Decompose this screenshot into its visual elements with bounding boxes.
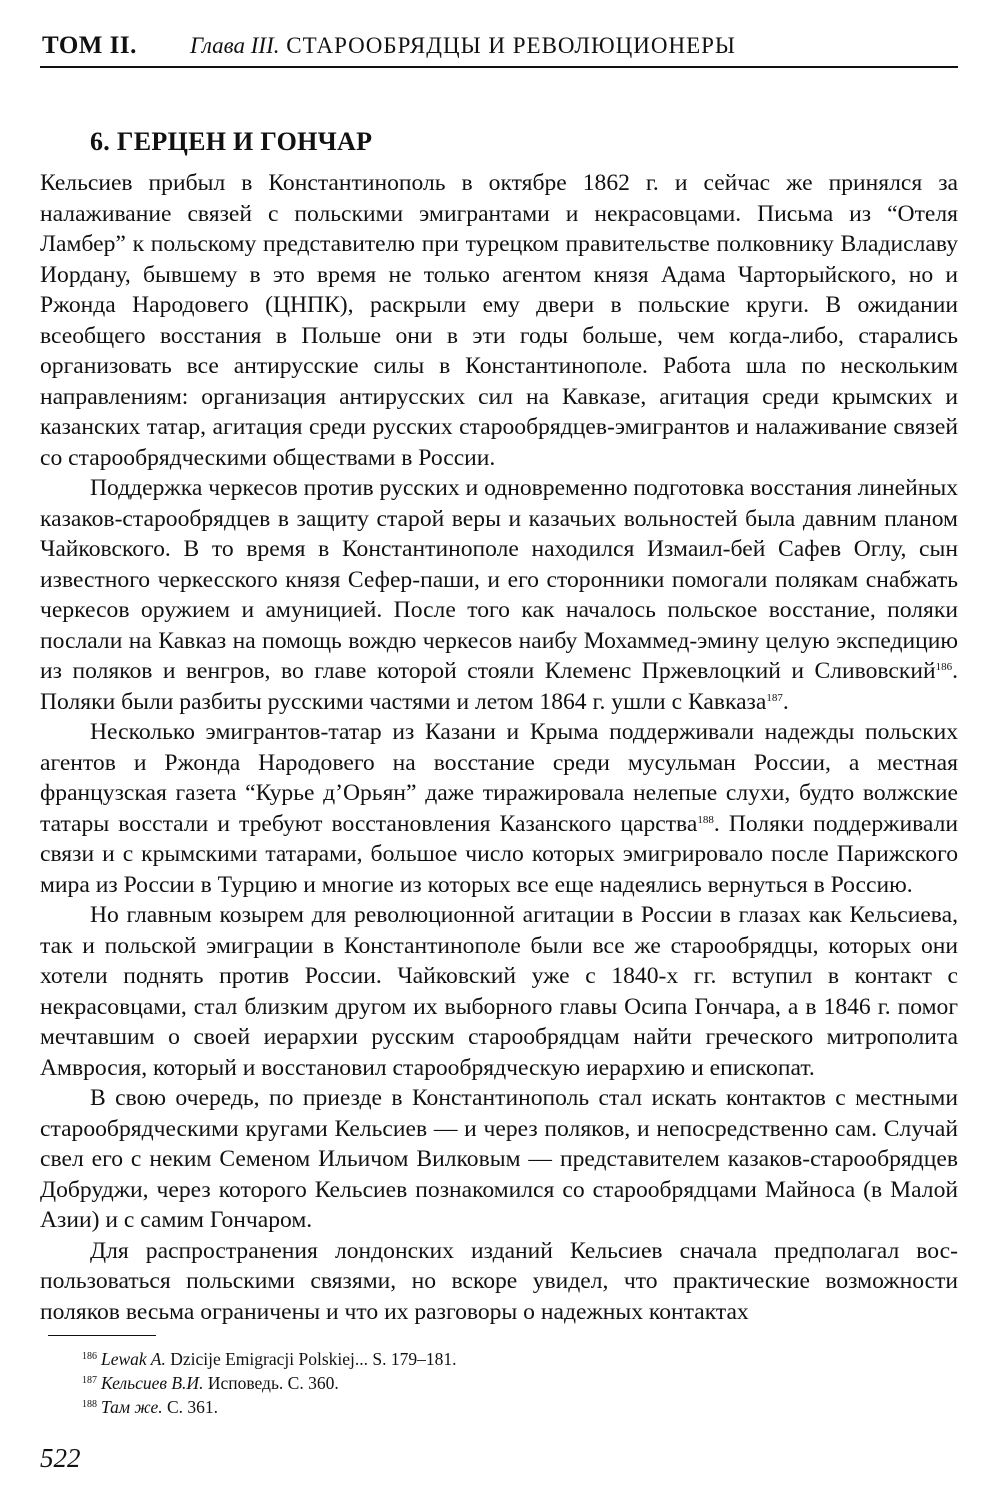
footnotes xyxy=(82,1346,958,1418)
running-head xyxy=(40,24,958,68)
page-number: 522 xyxy=(40,1443,81,1473)
footnote-author: Кельсиев В.И. xyxy=(101,1373,204,1393)
footnote-text: Dzicije Emigracji Polskiej... S. 179–181. xyxy=(165,1349,457,1369)
footnote-separator xyxy=(48,1335,156,1336)
paragraph xyxy=(40,717,958,900)
paragraph-text: . Поляки поддерживали связи и с крымскими татарами, большое число которых эмигрировало после Парижского мира из России в Турцию и многие из которых все еще надеялись вернуться в Россию. xyxy=(40,810,958,898)
footnote xyxy=(82,1394,958,1418)
footnote-reference[interactable]: 186 xyxy=(935,661,953,673)
paragraph-text: Несколько эмигрантов-татар из Казани и Крыма поддерживали надежды польских агентов и Ржонда Народовего на восстание среди мусульман России, а местная французская газета “Курье д’Орьян” даже тиражировала нелепые слухи, будто волжские татары восстали и требуют восстановления Казанского царства xyxy=(40,719,958,837)
footnote-reference[interactable]: 187 xyxy=(766,691,783,704)
chapter-label: Глава III. xyxy=(190,33,280,58)
paragraph-text: . Поляки были разбиты русскими частями и летом 1864 г. ушли с Кавказа xyxy=(40,658,958,715)
footnote-number: 188 xyxy=(82,1399,97,1410)
footnote xyxy=(82,1370,958,1394)
footnote-text: С. 361. xyxy=(162,1397,219,1417)
chapter-title: СТАРООБРЯДЦЫ И РЕВОЛЮЦИОНЕРЫ xyxy=(286,33,736,58)
paragraph xyxy=(40,473,958,717)
paragraph: Но главным козырем для революционной агитации в России в глазах как Кельсиева, так и польской эмиграции в Константинополе были все же старообрядцы, которых они хотели поднять против России. Чайковский уже с 1840-х гг. вступил в контакт с некрасовцами, стал близким другом их выборного главы Осипа Гончара, а в 1846 г. помог мечтавшим о своей иерархии русским старообрядцам найти греческого митрополита Амвросия, который и восстановил старообрядческую иерархию и епископат. xyxy=(40,902,958,1081)
chapter-heading xyxy=(190,33,736,59)
section-title: 6. ГЕРЦЕН И ГОНЧАР xyxy=(90,127,373,156)
paragraph-text: . xyxy=(782,688,789,715)
paragraph: Для распространения лондонских изданий Кельсиев сначала предполагал воспользоваться польскими связями, но вскоре увидел, что практические возможности поляков весьма ограничены и что их разговоры о надежных контактах xyxy=(40,1237,958,1325)
paragraph-text: Поддержка черкесов против русских и одновременно подготовка восстания линейных казаков-старообрядцев в защиту старой веры и казачьих вольностей была давним планом Чайковского. В то время в Константинополе находился Измаил-бей Сафев Оглу, сын известного черкесского князя Сефер-паши, и его сторонники помогали полякам снабжать черкесов оружием и амуницией. После того как началось польское восстание, поляки послали на Кавказ на помощь вождю черкесов наибу Мохаммед-эмину целую экспедицию из поляков и венгров, во главе которой стояли Клеменс Пржевлоцкий и Сливовский xyxy=(40,475,958,684)
paragraph: В свою очередь, по приезде в Константинополь стал искать контактов с местными старообрядческими кругами Кельсиев — и через поляков, и непосредственно сам. Случай свел его с неким Семеном Ильичом Вилковым — представителем казаков-старообрядцев Добруджи, через которого Кельсиев познакомился со старообрядцами Майноса (в Малой Азии) и с самим Гончаром. xyxy=(40,1085,958,1233)
volume-label: ТОМ II. xyxy=(42,32,137,59)
footnote-text: Исповедь. С. 360. xyxy=(203,1373,339,1393)
footnote xyxy=(82,1346,958,1370)
body-text xyxy=(40,168,958,1327)
book-page xyxy=(40,24,958,1418)
footnote-reference[interactable]: 188 xyxy=(697,813,714,826)
footnote-number: 186 xyxy=(82,1351,97,1362)
footnote-number: 187 xyxy=(82,1375,97,1386)
paragraph: Кельсиев прибыл в Константинополь в октябре 1862 г. и сейчас же принялся за налаживание связей с польскими эмигрантами и некрасовцами. Письма из “Отеля Ламбер” к польскому представителю при турецком правительстве полковнику Владиславу Иордану, бывшему в это время не только агентом князя Адама Чарторыйского, но и Ржонда Народовего (ЦНПК), раскрыли ему двери в польские круги. В ожидании всеобщего восстания в Польше они в эти годы больше, чем когда-либо, старались организовать все антирусские силы в Константинополе. Работа шла по нескольким направлениям: организация антирусских сил на Кавказе, агитация среди крымских и казанских татар, агитация среди русских старообрядцев-эмигрантов и налаживание связей со старообрядческими обществами в России. xyxy=(40,170,958,471)
footnote-author: Там же. xyxy=(101,1397,163,1417)
footnote-author: Lewak A. xyxy=(101,1349,166,1369)
